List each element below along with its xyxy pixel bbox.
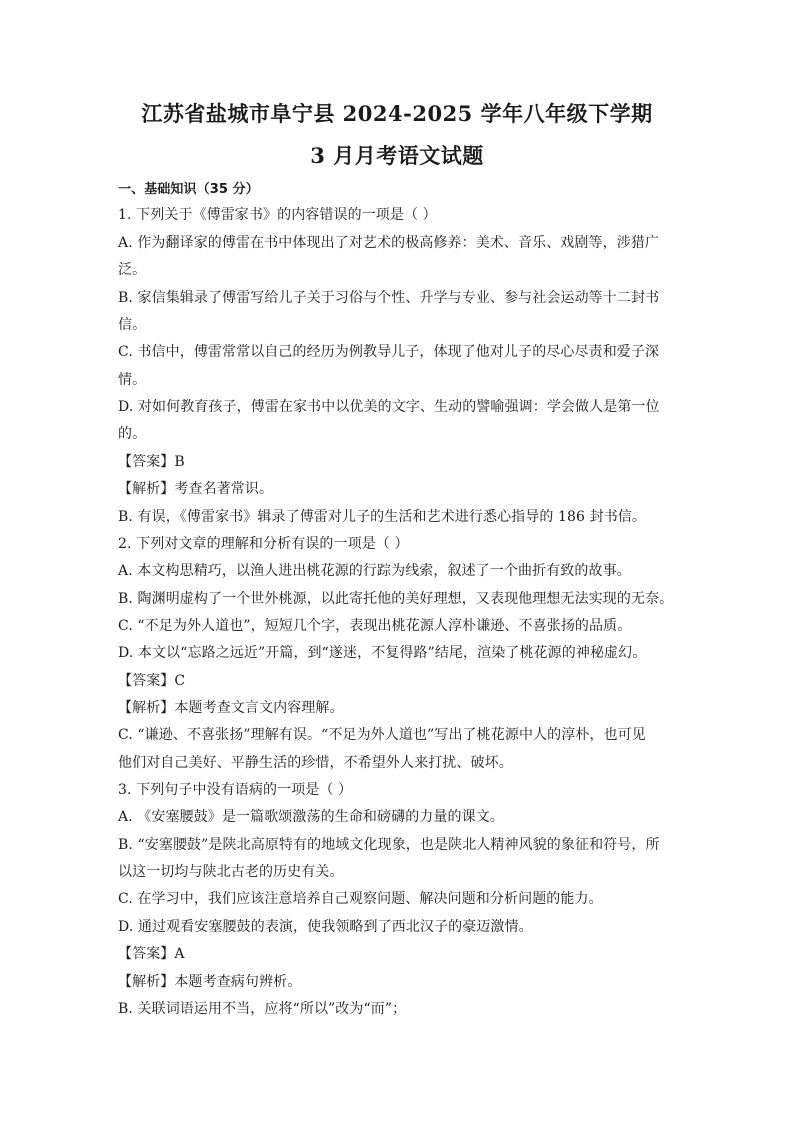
question-3-explanation: B. 关联词语运用不当，应将“所以”改为“而”； [118, 1001, 407, 1017]
section-heading: 一、基础知识（35 分） [118, 182, 259, 197]
question-1-stem: 1. 下列关于《傅雷家书》的内容错误的一项是（ ） [118, 207, 437, 223]
question-2-explanation-cont: 他们对自己美好、平静生活的珍惜，不希望外人来打扰、破坏。 [118, 755, 513, 771]
question-3-answer: 【答案】A [118, 946, 185, 962]
question-1-option-c-cont: 情。 [118, 372, 147, 388]
question-1-answer: 【答案】B [118, 454, 185, 470]
question-3-option-d: D. 通过观看安塞腰鼓的表演，使我领略到了西北汉子的豪迈激情。 [118, 919, 533, 935]
question-3-option-c: C. 在学习中，我们应该注意培养自己观察问题、解决问题和分析问题的能力。 [118, 891, 603, 907]
question-1-option-a: A. 作为翻译家的傅雷在书中体现出了对艺术的极高修养：美术、音乐、戏剧等，涉猎广 [118, 235, 660, 251]
question-1-option-c: C. 书信中，傅雷常常以自己的经历为例教导儿子，体现了他对儿子的尽心尽责和爱子深 [118, 344, 660, 360]
document-title-line-1: 江苏省盐城市阜宁县 2024-2025 学年八年级下学期 [141, 101, 653, 126]
question-2-explanation: C. “谦逊、不喜张扬”理解有误。“不足为外人道也”写出了桃花源中人的淳朴，也可见 [118, 727, 646, 743]
question-1-option-d-cont: 的。 [118, 426, 147, 442]
question-2-analysis: 【解析】本题考查文言文内容理解。 [118, 700, 344, 716]
question-2-stem: 2. 下列对文章的理解和分析有误的一项是（ ） [118, 536, 409, 552]
question-3-stem: 3. 下列句子中没有语病的一项是（ ） [118, 782, 353, 798]
question-2-option-c: C. “不足为外人道也”，短短几个字，表现出桃花源人淳朴谦逊、不喜张扬的品质。 [118, 618, 632, 634]
document-title-line-2: 3 月月考语文试题 [310, 143, 484, 168]
question-3-analysis: 【解析】本题考查病句辨析。 [118, 974, 302, 990]
question-1-option-b: B. 家信集辑录了傅雷写给儿子关于习俗与个性、升学与专业、参与社会运动等十二封书 [118, 290, 660, 306]
question-1-option-b-cont: 信。 [118, 317, 147, 333]
question-3-option-a: A. 《安塞腰鼓》是一篇歌颂激荡的生命和磅礴的力量的课文。 [118, 809, 504, 825]
question-1-analysis: 【解析】考查名著常识。 [118, 481, 274, 497]
question-3-option-b-cont: 以这一切均与陕北古老的历史有关。 [118, 864, 344, 880]
question-1-explanation: B. 有误，《傅雷家书》辑录了傅雷对儿子的生活和艺术进行悉心指导的 186 封书信。 [118, 509, 647, 525]
question-3-option-b: B. “安塞腰鼓”是陕北高原特有的地域文化现象，也是陕北人精神风貌的象征和符号，所 [118, 837, 660, 853]
question-2-option-d: D. 本文以“忘路之远近”开篇，到“遂迷，不复得路”结尾，渲染了桃花源的神秘虚幻。 [118, 645, 647, 661]
question-2-option-b: B. 陶渊明虚构了一个世外桃源，以此寄托他的美好理想，又表现他理想无法实现的无奈。 [118, 591, 674, 607]
question-2-answer: 【答案】C [118, 673, 186, 689]
question-1-option-a-cont: 泛。 [118, 262, 147, 278]
question-1-option-d: D. 对如何教育孩子，傅雷在家书中以优美的文字、生动的譬喻强调：学会做人是第一位 [118, 399, 660, 415]
question-2-option-a: A. 本文构思精巧，以渔人进出桃花源的行踪为线索，叙述了一个曲折有致的故事。 [118, 563, 631, 579]
